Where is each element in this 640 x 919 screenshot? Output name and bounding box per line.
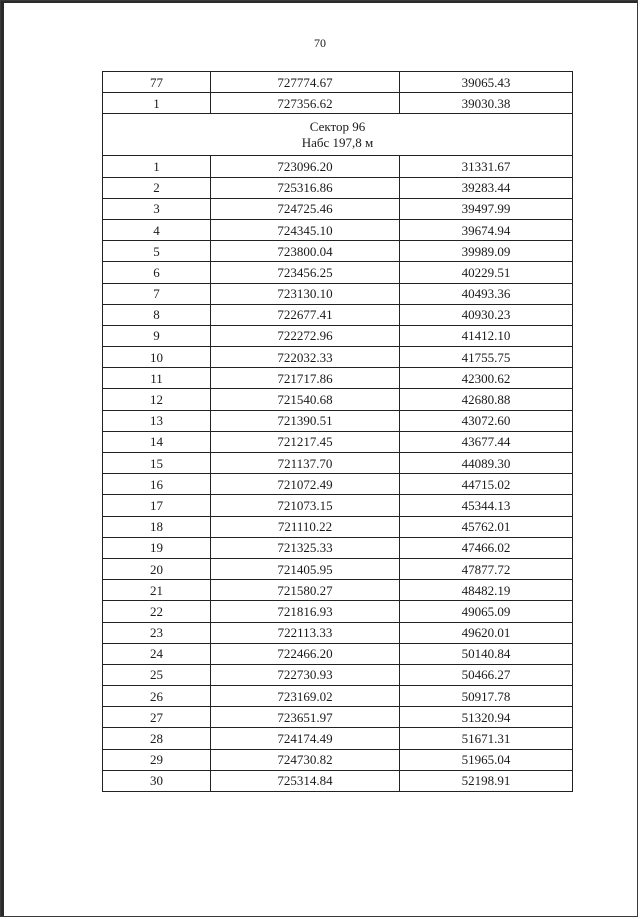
x-coordinate-cell: 721405.95 bbox=[211, 558, 400, 579]
y-coordinate-cell: 40493.36 bbox=[400, 283, 573, 304]
point-number-cell: 9 bbox=[103, 325, 211, 346]
table-row bbox=[103, 601, 573, 622]
point-number-cell: 3 bbox=[103, 198, 211, 219]
table-row bbox=[103, 177, 573, 198]
point-number-cell: 29 bbox=[103, 749, 211, 770]
y-coordinate-cell: 39065.43 bbox=[400, 72, 573, 93]
y-coordinate-cell: 51320.94 bbox=[400, 707, 573, 728]
x-coordinate-cell: 721580.27 bbox=[211, 580, 400, 601]
x-coordinate-cell: 723651.97 bbox=[211, 707, 400, 728]
x-coordinate-cell: 721217.45 bbox=[211, 431, 400, 452]
table-row bbox=[103, 749, 573, 770]
table-row bbox=[103, 622, 573, 643]
table-row bbox=[103, 410, 573, 431]
point-number-cell: 11 bbox=[103, 368, 211, 389]
table-row bbox=[103, 389, 573, 410]
table-row bbox=[103, 156, 573, 177]
y-coordinate-cell: 43677.44 bbox=[400, 431, 573, 452]
y-coordinate-cell: 48482.19 bbox=[400, 580, 573, 601]
x-coordinate-cell: 724725.46 bbox=[211, 198, 400, 219]
y-coordinate-cell: 42680.88 bbox=[400, 389, 573, 410]
y-coordinate-cell: 39283.44 bbox=[400, 177, 573, 198]
point-number-cell: 30 bbox=[103, 770, 211, 791]
table-row bbox=[103, 664, 573, 685]
y-coordinate-cell: 41412.10 bbox=[400, 325, 573, 346]
x-coordinate-cell: 723800.04 bbox=[211, 241, 400, 262]
y-coordinate-cell: 40930.23 bbox=[400, 304, 573, 325]
x-coordinate-cell: 721717.86 bbox=[211, 368, 400, 389]
table-row bbox=[103, 72, 573, 93]
point-number-cell: 21 bbox=[103, 580, 211, 601]
y-coordinate-cell: 50917.78 bbox=[400, 686, 573, 707]
y-coordinate-cell: 44089.30 bbox=[400, 453, 573, 474]
coordinates-table-body bbox=[103, 72, 573, 792]
page-number: 70 bbox=[314, 36, 326, 50]
x-coordinate-cell: 723130.10 bbox=[211, 283, 400, 304]
x-coordinate-cell: 722730.93 bbox=[211, 664, 400, 685]
x-coordinate-cell: 722466.20 bbox=[211, 643, 400, 664]
y-coordinate-cell: 39030.38 bbox=[400, 93, 573, 114]
table-row bbox=[103, 558, 573, 579]
y-coordinate-cell: 39989.09 bbox=[400, 241, 573, 262]
sector-header-row bbox=[103, 114, 573, 156]
y-coordinate-cell: 44715.02 bbox=[400, 474, 573, 495]
y-coordinate-cell: 45344.13 bbox=[400, 495, 573, 516]
x-coordinate-cell: 721390.51 bbox=[211, 410, 400, 431]
x-coordinate-cell: 722677.41 bbox=[211, 304, 400, 325]
y-coordinate-cell: 39497.99 bbox=[400, 198, 573, 219]
table-row bbox=[103, 241, 573, 262]
x-coordinate-cell: 722032.33 bbox=[211, 347, 400, 368]
point-number-cell: 26 bbox=[103, 686, 211, 707]
y-coordinate-cell: 50140.84 bbox=[400, 643, 573, 664]
point-number-cell: 6 bbox=[103, 262, 211, 283]
table-row bbox=[103, 453, 573, 474]
x-coordinate-cell: 721137.70 bbox=[211, 453, 400, 474]
table-row bbox=[103, 368, 573, 389]
table-row bbox=[103, 686, 573, 707]
point-number-cell: 1 bbox=[103, 156, 211, 177]
point-number-cell: 12 bbox=[103, 389, 211, 410]
x-coordinate-cell: 725316.86 bbox=[211, 177, 400, 198]
point-number-cell: 16 bbox=[103, 474, 211, 495]
y-coordinate-cell: 45762.01 bbox=[400, 516, 573, 537]
sector-title: Сектор 96 bbox=[309, 118, 366, 134]
y-coordinate-cell: 47877.72 bbox=[400, 558, 573, 579]
y-coordinate-cell: 43072.60 bbox=[400, 410, 573, 431]
table-row bbox=[103, 93, 573, 114]
point-number-cell: 22 bbox=[103, 601, 211, 622]
x-coordinate-cell: 721540.68 bbox=[211, 389, 400, 410]
point-number-cell: 23 bbox=[103, 622, 211, 643]
table-row bbox=[103, 728, 573, 749]
x-coordinate-cell: 721073.15 bbox=[211, 495, 400, 516]
table-row bbox=[103, 495, 573, 516]
point-number-cell: 77 bbox=[103, 72, 211, 93]
table-row bbox=[103, 198, 573, 219]
y-coordinate-cell: 49620.01 bbox=[400, 622, 573, 643]
table-row bbox=[103, 770, 573, 791]
x-coordinate-cell: 721072.49 bbox=[211, 474, 400, 495]
table-row bbox=[103, 219, 573, 240]
y-coordinate-cell: 52198.91 bbox=[400, 770, 573, 791]
coordinates-table bbox=[102, 71, 573, 792]
x-coordinate-cell: 724730.82 bbox=[211, 749, 400, 770]
table-row bbox=[103, 474, 573, 495]
table-row bbox=[103, 707, 573, 728]
point-number-cell: 1 bbox=[103, 93, 211, 114]
sector-header-cell bbox=[103, 114, 573, 156]
x-coordinate-cell: 724345.10 bbox=[211, 219, 400, 240]
x-coordinate-cell: 725314.84 bbox=[211, 770, 400, 791]
point-number-cell: 13 bbox=[103, 410, 211, 431]
point-number-cell: 17 bbox=[103, 495, 211, 516]
point-number-cell: 5 bbox=[103, 241, 211, 262]
x-coordinate-cell: 724174.49 bbox=[211, 728, 400, 749]
table-row bbox=[103, 325, 573, 346]
point-number-cell: 27 bbox=[103, 707, 211, 728]
table-row bbox=[103, 431, 573, 452]
y-coordinate-cell: 50466.27 bbox=[400, 664, 573, 685]
point-number-cell: 28 bbox=[103, 728, 211, 749]
table-row bbox=[103, 537, 573, 558]
table-row bbox=[103, 516, 573, 537]
x-coordinate-cell: 721110.22 bbox=[211, 516, 400, 537]
table-row bbox=[103, 304, 573, 325]
point-number-cell: 14 bbox=[103, 431, 211, 452]
x-coordinate-cell: 727356.62 bbox=[211, 93, 400, 114]
point-number-cell: 18 bbox=[103, 516, 211, 537]
y-coordinate-cell: 51671.31 bbox=[400, 728, 573, 749]
point-number-cell: 15 bbox=[103, 453, 211, 474]
y-coordinate-cell: 42300.62 bbox=[400, 368, 573, 389]
y-coordinate-cell: 40229.51 bbox=[400, 262, 573, 283]
y-coordinate-cell: 47466.02 bbox=[400, 537, 573, 558]
y-coordinate-cell: 51965.04 bbox=[400, 749, 573, 770]
x-coordinate-cell: 723169.02 bbox=[211, 686, 400, 707]
x-coordinate-cell: 721325.33 bbox=[211, 537, 400, 558]
sector-elevation: Набс 197,8 м bbox=[301, 134, 374, 150]
table-row bbox=[103, 580, 573, 601]
point-number-cell: 10 bbox=[103, 347, 211, 368]
y-coordinate-cell: 49065.09 bbox=[400, 601, 573, 622]
y-coordinate-cell: 39674.94 bbox=[400, 219, 573, 240]
point-number-cell: 2 bbox=[103, 177, 211, 198]
point-number-cell: 19 bbox=[103, 537, 211, 558]
point-number-cell: 25 bbox=[103, 664, 211, 685]
x-coordinate-cell: 727774.67 bbox=[211, 72, 400, 93]
point-number-cell: 20 bbox=[103, 558, 211, 579]
x-coordinate-cell: 723096.20 bbox=[211, 156, 400, 177]
table-row bbox=[103, 347, 573, 368]
point-number-cell: 24 bbox=[103, 643, 211, 664]
point-number-cell: 4 bbox=[103, 219, 211, 240]
point-number-cell: 8 bbox=[103, 304, 211, 325]
table-row bbox=[103, 643, 573, 664]
y-coordinate-cell: 31331.67 bbox=[400, 156, 573, 177]
point-number-cell: 7 bbox=[103, 283, 211, 304]
table-row bbox=[103, 283, 573, 304]
y-coordinate-cell: 41755.75 bbox=[400, 347, 573, 368]
x-coordinate-cell: 722113.33 bbox=[211, 622, 400, 643]
table-row bbox=[103, 262, 573, 283]
x-coordinate-cell: 722272.96 bbox=[211, 325, 400, 346]
x-coordinate-cell: 721816.93 bbox=[211, 601, 400, 622]
x-coordinate-cell: 723456.25 bbox=[211, 262, 400, 283]
